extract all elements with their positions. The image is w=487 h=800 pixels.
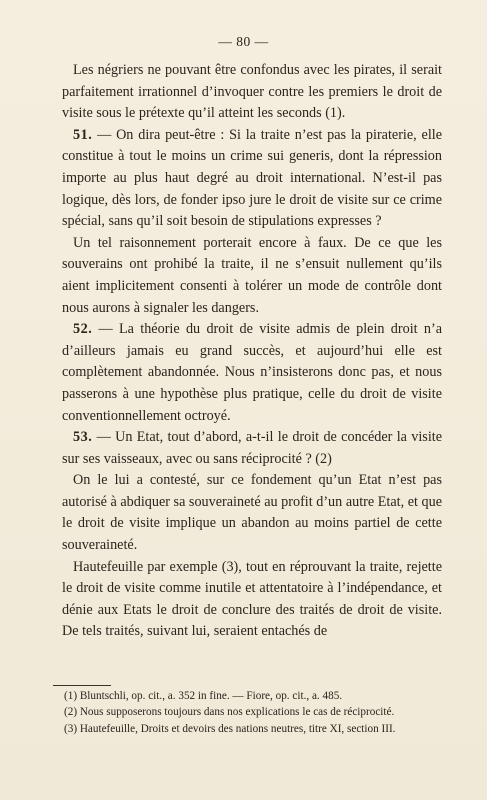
paragraph-number: 51. [73,126,93,143]
paragraph [62,470,442,556]
paragraph-text: Les négriers ne pouvant être confondus avec les pirates, il serait parfaitement irrationnel d’invoquer contre les premiers le droit de visite sous le prétexte qu’il atteint les seconds (1). [62,62,442,122]
paragraph [62,557,442,643]
paragraph-text: Hautefeuille par exemple (3), tout en réprouvant la traite, rejette le droit de visite comme inutile et attentatoire à l’indépendance, et dénie aux Etats le droit de conclure des traités de droit de visite. De tels traités, suivant lui, seraient entachés de [62,558,442,640]
footnote-divider [53,685,111,686]
footnote: (2) Nous supposerons toujours dans nos explications le cas de réciprocité. [64,706,395,719]
footnote: (3) Hautefeuille, Droits et devoirs des nations neutres, titre XI, section III. [64,722,396,735]
paragraph [62,60,442,125]
page-number: — 80 — [218,34,269,49]
paragraph [62,233,442,319]
paragraph-text: On le lui a contesté, sur ce fondement qu’un Etat n’est pas autorisé à abdiquer sa souveraineté au profit d’un autre Etat, et que le droit de visite implique un abandon au moins partiel de cette souveraineté. [62,472,442,554]
paragraph [62,319,442,427]
paragraph [62,427,442,470]
paragraph-text: Un tel raisonnement porterait encore à faux. De ce que les souverains ont prohibé la traite, il ne s’ensuit nullement qu’ils aient implicitement consenti à tolérer un mode de contrôle dont nous aurons à signaler les dangers. [62,234,442,316]
paragraph-number: 52. [73,321,93,338]
paragraph-text: — La théorie du droit de visite admis de plein droit n’a d’ailleurs jamais eu grand succès, et aujourd’hui elle est complètement abandonnée. Nous n’insisterons donc pas, et nous passerons à une hypothèse plus pratique, celle du droit de visite conventionnellement octroyé. [62,321,442,424]
paragraph-text: — On dira peut-être : Si la traite n’est pas la piraterie, elle constitue à tout le moins un crime sui generis, dont la répression importe au plus haut degré au droit international. N’est-il pas logique, dès lors, de fonder ipso jure le droit de visite sur ce crime spécial, sans qu’il soit besoin de stipulations expresses ? [62,126,443,230]
paragraph-number: 53. [73,429,93,446]
paragraph-text: — Un Etat, tout d’abord, a-t-il le droit de concéder la visite sur ses vaisseaux, avec ou sans réciprocité ? (2) [62,429,442,467]
footnotes [53,688,453,737]
body-text [62,60,442,643]
footnote: (1) Bluntschli, op. cit., a. 352 in fine. — Fiore, op. cit., a. 485. [64,690,343,702]
paragraph [62,125,442,233]
